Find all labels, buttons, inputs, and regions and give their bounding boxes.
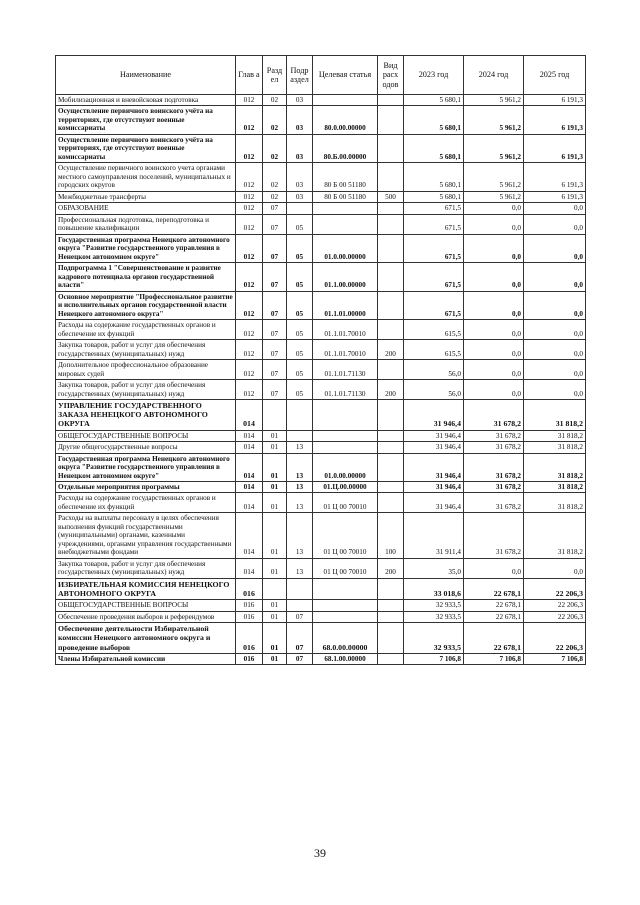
row-year-2025-cell: 0,0 [524, 291, 586, 319]
row-year-2023-cell: 671,5 [404, 203, 464, 214]
row-podrazdel-cell: 05 [287, 380, 313, 400]
row-year-2025-cell: 0,0 [524, 234, 586, 262]
row-target-article-cell [313, 611, 378, 622]
header-year-2025: 2025 год [524, 56, 586, 95]
row-name-cell: Дополнительное профессиональное образование мировых судей [56, 360, 236, 380]
row-expense-type-cell [378, 163, 404, 191]
row-target-article-cell: 01.1.01.00000 [313, 291, 378, 319]
header-name: Наименование [56, 56, 236, 95]
row-name-cell: ИЗБИРАТЕЛЬНАЯ КОМИССИЯ НЕНЕЦКОГО АВТОНОМНОГО ОКРУГА [56, 578, 236, 599]
row-name-cell: Расходы на содержание государственных органов и обеспечение их функций [56, 493, 236, 513]
row-glava-cell: 016 [236, 600, 263, 611]
row-glava-cell: 014 [236, 453, 263, 481]
row-name-cell: Государственная программа Ненецкого автономного округа "Развитие государственного управления в Ненецком автономном округе" [56, 234, 236, 262]
row-glava-cell: 016 [236, 578, 263, 599]
row-expense-type-cell: 100 [378, 513, 404, 558]
row-podrazdel-cell [287, 430, 313, 441]
row-podrazdel-cell: 03 [287, 191, 313, 202]
page-number: 39 [314, 846, 326, 860]
row-podrazdel-cell: 07 [287, 611, 313, 622]
row-year-2024-cell: 5 961,2 [464, 106, 524, 134]
row-year-2025-cell: 6 191,3 [524, 134, 586, 162]
row-name-cell: Обеспечение деятельности Избирательной комиссии Ненецкого автономного округа и проведение выборов [56, 623, 236, 654]
row-target-article-cell: 01 Ц 00 70010 [313, 558, 378, 578]
row-year-2023-cell: 31 946,4 [404, 482, 464, 493]
row-expense-type-cell [378, 214, 404, 234]
row-name-cell: Отдельные мероприятия программы [56, 482, 236, 493]
row-year-2024-cell: 5 961,2 [464, 95, 524, 106]
row-expense-type-cell: 200 [378, 340, 404, 360]
row-podrazdel-cell: 03 [287, 95, 313, 106]
row-year-2023-cell: 615,5 [404, 320, 464, 340]
row-target-article-cell: 68.1.00.00000 [313, 653, 378, 664]
row-target-article-cell: 80 Б 00 51180 [313, 191, 378, 202]
row-year-2024-cell: 0,0 [464, 263, 524, 291]
table-row [56, 340, 586, 360]
row-razdel-cell: 01 [263, 600, 287, 611]
header-target-article: Целевая статья [313, 56, 378, 95]
row-expense-type-cell: 200 [378, 558, 404, 578]
row-year-2025-cell: 0,0 [524, 380, 586, 400]
row-glava-cell: 014 [236, 482, 263, 493]
row-expense-type-cell: 500 [378, 191, 404, 202]
row-year-2025-cell: 0,0 [524, 203, 586, 214]
row-podrazdel-cell: 05 [287, 214, 313, 234]
row-expense-type-cell [378, 493, 404, 513]
row-razdel-cell: 07 [263, 380, 287, 400]
row-year-2024-cell: 0,0 [464, 214, 524, 234]
table-row [56, 442, 586, 453]
row-expense-type-cell [378, 578, 404, 599]
table-row [56, 611, 586, 622]
row-year-2023-cell: 31 946,4 [404, 493, 464, 513]
row-year-2024-cell: 31 678,2 [464, 453, 524, 481]
row-expense-type-cell [378, 134, 404, 162]
row-glava-cell: 012 [236, 163, 263, 191]
row-target-article-cell: 80.Б.00.00000 [313, 134, 378, 162]
row-podrazdel-cell: 07 [287, 653, 313, 664]
row-glava-cell: 016 [236, 623, 263, 654]
row-glava-cell: 012 [236, 95, 263, 106]
row-target-article-cell [313, 95, 378, 106]
row-expense-type-cell [378, 360, 404, 380]
budget-table [55, 55, 586, 665]
row-year-2023-cell: 33 018,6 [404, 578, 464, 599]
header-year-2023: 2023 год [404, 56, 464, 95]
row-podrazdel-cell: 05 [287, 320, 313, 340]
row-year-2023-cell: 32 933,5 [404, 611, 464, 622]
row-year-2024-cell: 7 106,8 [464, 653, 524, 664]
table-body [56, 95, 586, 665]
row-target-article-cell: 01.0.00.00000 [313, 453, 378, 481]
row-name-cell: Межбюджетные трансферты [56, 191, 236, 202]
row-year-2023-cell: 31 946,4 [404, 453, 464, 481]
table-row [56, 578, 586, 599]
row-year-2024-cell: 0,0 [464, 234, 524, 262]
row-razdel-cell: 01 [263, 482, 287, 493]
row-name-cell: Члены Избирательной комиссии [56, 653, 236, 664]
row-year-2023-cell: 5 680,1 [404, 163, 464, 191]
row-podrazdel-cell: 05 [287, 263, 313, 291]
header-glava: Глав а [236, 56, 263, 95]
row-podrazdel-cell: 13 [287, 482, 313, 493]
row-glava-cell: 012 [236, 360, 263, 380]
row-podrazdel-cell: 03 [287, 163, 313, 191]
row-year-2023-cell: 5 680,1 [404, 191, 464, 202]
row-razdel-cell [263, 578, 287, 599]
table-row [56, 482, 586, 493]
row-name-cell: Государственная программа Ненецкого автономного округа "Развитие государственного управления в Ненецком автономном округе" [56, 453, 236, 481]
row-target-article-cell: 01.1.01.71130 [313, 360, 378, 380]
row-name-cell: Закупка товаров, работ и услуг для обеспечения государственных (муниципальных) нужд [56, 380, 236, 400]
header-expense-type: Вид расх одов [378, 56, 404, 95]
row-podrazdel-cell: 03 [287, 134, 313, 162]
row-razdel-cell: 01 [263, 653, 287, 664]
row-year-2023-cell: 671,5 [404, 234, 464, 262]
row-razdel-cell: 01 [263, 513, 287, 558]
row-razdel-cell: 02 [263, 134, 287, 162]
row-expense-type-cell [378, 453, 404, 481]
row-year-2025-cell: 0,0 [524, 360, 586, 380]
row-expense-type-cell [378, 320, 404, 340]
row-year-2024-cell: 5 961,2 [464, 134, 524, 162]
row-name-cell: Осуществление первичного воинского учета органами местного самоуправления поселений, муниципальных и городских округов [56, 163, 236, 191]
row-year-2023-cell: 32 933,5 [404, 623, 464, 654]
row-razdel-cell: 01 [263, 493, 287, 513]
row-name-cell: Другие общегосударственные вопросы [56, 442, 236, 453]
row-year-2024-cell: 0,0 [464, 380, 524, 400]
row-glava-cell: 012 [236, 291, 263, 319]
row-podrazdel-cell: 13 [287, 513, 313, 558]
row-glava-cell: 012 [236, 340, 263, 360]
row-name-cell: Подпрограмма 1 "Совершенствование и развитие кадрового потенциала органов государственной власти" [56, 263, 236, 291]
table-row [56, 203, 586, 214]
row-glava-cell: 016 [236, 653, 263, 664]
table-row [56, 493, 586, 513]
row-year-2024-cell: 22 678,1 [464, 611, 524, 622]
row-razdel-cell: 02 [263, 191, 287, 202]
row-year-2025-cell: 0,0 [524, 263, 586, 291]
row-name-cell: Осуществление первичного воинского учёта на территориях, где отсутствуют военные комиссариаты [56, 134, 236, 162]
row-year-2025-cell: 6 191,3 [524, 191, 586, 202]
table-row [56, 380, 586, 400]
row-glava-cell: 012 [236, 191, 263, 202]
row-year-2023-cell: 31 946,4 [404, 400, 464, 431]
row-year-2025-cell: 7 106,8 [524, 653, 586, 664]
row-name-cell: УПРАВЛЕНИЕ ГОСУДАРСТВЕННОГО ЗАКАЗА НЕНЕЦКОГО АВТОНОМНОГО ОКРУГА [56, 400, 236, 431]
table-row [56, 320, 586, 340]
row-year-2024-cell: 0,0 [464, 340, 524, 360]
row-year-2024-cell: 0,0 [464, 291, 524, 319]
row-name-cell: Расходы на содержание государственных органов и обеспечение их функций [56, 320, 236, 340]
row-year-2024-cell: 5 961,2 [464, 163, 524, 191]
row-expense-type-cell [378, 482, 404, 493]
row-year-2023-cell: 56,0 [404, 380, 464, 400]
table-row [56, 95, 586, 106]
row-expense-type-cell [378, 611, 404, 622]
row-glava-cell: 014 [236, 513, 263, 558]
table-row [56, 191, 586, 202]
row-razdel-cell: 02 [263, 95, 287, 106]
row-target-article-cell: 01.0.00.00000 [313, 234, 378, 262]
row-year-2025-cell: 0,0 [524, 320, 586, 340]
row-year-2024-cell: 22 678,1 [464, 600, 524, 611]
row-expense-type-cell [378, 95, 404, 106]
table-row [56, 513, 586, 558]
row-razdel-cell: 01 [263, 623, 287, 654]
row-year-2023-cell: 31 911,4 [404, 513, 464, 558]
row-podrazdel-cell: 07 [287, 623, 313, 654]
row-year-2024-cell: 31 678,2 [464, 513, 524, 558]
row-expense-type-cell [378, 442, 404, 453]
row-glava-cell: 012 [236, 134, 263, 162]
row-glava-cell: 012 [236, 380, 263, 400]
row-podrazdel-cell [287, 600, 313, 611]
row-razdel-cell: 07 [263, 203, 287, 214]
row-year-2025-cell: 31 818,2 [524, 453, 586, 481]
row-glava-cell: 012 [236, 214, 263, 234]
row-podrazdel-cell: 05 [287, 340, 313, 360]
row-year-2025-cell: 31 818,2 [524, 513, 586, 558]
row-expense-type-cell [378, 203, 404, 214]
row-podrazdel-cell: 03 [287, 106, 313, 134]
row-year-2025-cell: 6 191,3 [524, 106, 586, 134]
row-razdel-cell: 01 [263, 611, 287, 622]
row-glava-cell: 014 [236, 442, 263, 453]
row-target-article-cell [313, 214, 378, 234]
row-target-article-cell: 01.1.01.70010 [313, 340, 378, 360]
row-podrazdel-cell [287, 400, 313, 431]
row-podrazdel-cell: 13 [287, 558, 313, 578]
row-razdel-cell: 07 [263, 263, 287, 291]
row-razdel-cell: 02 [263, 163, 287, 191]
header-year-2024: 2024 год [464, 56, 524, 95]
row-podrazdel-cell [287, 203, 313, 214]
table-row [56, 163, 586, 191]
row-year-2024-cell: 0,0 [464, 203, 524, 214]
row-expense-type-cell: 200 [378, 380, 404, 400]
row-year-2023-cell: 7 106,8 [404, 653, 464, 664]
table-row [56, 263, 586, 291]
row-razdel-cell [263, 400, 287, 431]
row-podrazdel-cell [287, 578, 313, 599]
row-target-article-cell: 01.1.01.71130 [313, 380, 378, 400]
row-target-article-cell [313, 400, 378, 431]
row-name-cell: ОБЩЕГОСУДАРСТВЕННЫЕ ВОПРОСЫ [56, 600, 236, 611]
row-year-2025-cell: 0,0 [524, 214, 586, 234]
row-target-article-cell: 01.Ц.00.00000 [313, 482, 378, 493]
table-row [56, 106, 586, 134]
row-year-2025-cell: 31 818,2 [524, 400, 586, 431]
row-target-article-cell: 01.1.00.00000 [313, 263, 378, 291]
row-year-2025-cell: 0,0 [524, 340, 586, 360]
budget-table-sheet [55, 55, 585, 665]
row-expense-type-cell [378, 291, 404, 319]
row-year-2025-cell: 22 206,3 [524, 611, 586, 622]
row-target-article-cell: 01 Ц 00 70010 [313, 513, 378, 558]
table-header-row [56, 56, 586, 95]
row-year-2024-cell: 0,0 [464, 558, 524, 578]
row-year-2025-cell: 6 191,3 [524, 95, 586, 106]
row-year-2024-cell: 22 678,1 [464, 623, 524, 654]
row-year-2025-cell: 31 818,2 [524, 493, 586, 513]
row-target-article-cell: 80 Б 00 51180 [313, 163, 378, 191]
row-year-2024-cell: 31 678,2 [464, 442, 524, 453]
row-name-cell: Расходы на выплаты персоналу в целях обеспечения выполнения функций государственными (муниципальными) органами, казенными учреждениями, органами управления государственными внебюджетными фондами [56, 513, 236, 558]
row-name-cell: Основное мероприятие "Профессиональное развитие и исполнительных органов государственной власти Ненецкого автономного округа" [56, 291, 236, 319]
row-target-article-cell [313, 600, 378, 611]
row-target-article-cell: 01 Ц 00 70010 [313, 493, 378, 513]
row-name-cell: Осуществление первичного воинского учёта на территориях, где отсутствуют военные комиссариаты [56, 106, 236, 134]
row-podrazdel-cell: 13 [287, 453, 313, 481]
row-razdel-cell: 07 [263, 360, 287, 380]
table-row [56, 360, 586, 380]
row-expense-type-cell [378, 234, 404, 262]
row-name-cell: ОБРАЗОВАНИЕ [56, 203, 236, 214]
row-glava-cell: 014 [236, 493, 263, 513]
row-year-2025-cell: 22 206,3 [524, 623, 586, 654]
row-glava-cell: 012 [236, 106, 263, 134]
row-year-2023-cell: 31 946,4 [404, 430, 464, 441]
row-target-article-cell [313, 578, 378, 599]
row-year-2023-cell: 31 946,4 [404, 442, 464, 453]
table-row [56, 234, 586, 262]
row-expense-type-cell [378, 623, 404, 654]
row-razdel-cell: 01 [263, 442, 287, 453]
row-expense-type-cell [378, 400, 404, 431]
row-year-2024-cell: 0,0 [464, 360, 524, 380]
row-year-2024-cell: 31 678,2 [464, 400, 524, 431]
row-razdel-cell: 01 [263, 453, 287, 481]
row-target-article-cell [313, 442, 378, 453]
row-razdel-cell: 07 [263, 320, 287, 340]
row-razdel-cell: 07 [263, 291, 287, 319]
row-expense-type-cell [378, 653, 404, 664]
row-year-2024-cell: 31 678,2 [464, 482, 524, 493]
row-podrazdel-cell: 13 [287, 442, 313, 453]
table-row [56, 600, 586, 611]
table-row [56, 653, 586, 664]
row-year-2024-cell: 0,0 [464, 320, 524, 340]
row-year-2025-cell: 31 818,2 [524, 442, 586, 453]
row-expense-type-cell [378, 600, 404, 611]
row-year-2025-cell: 31 818,2 [524, 482, 586, 493]
row-name-cell: Закупка товаров, работ и услуг для обеспечения государственных (муниципальных) нужд [56, 340, 236, 360]
row-glava-cell: 012 [236, 263, 263, 291]
header-podrazdel: Подр аздел [287, 56, 313, 95]
row-year-2024-cell: 5 961,2 [464, 191, 524, 202]
row-glava-cell: 016 [236, 611, 263, 622]
table-row [56, 453, 586, 481]
table-row [56, 291, 586, 319]
row-expense-type-cell [378, 106, 404, 134]
header-razdel: Разд ел [263, 56, 287, 95]
row-podrazdel-cell: 05 [287, 291, 313, 319]
table-row [56, 400, 586, 431]
row-year-2024-cell: 22 678,1 [464, 578, 524, 599]
row-podrazdel-cell: 13 [287, 493, 313, 513]
row-razdel-cell: 02 [263, 106, 287, 134]
row-name-cell: Закупка товаров, работ и услуг для обеспечения государственных (муниципальных) нужд [56, 558, 236, 578]
row-year-2023-cell: 5 680,1 [404, 106, 464, 134]
row-razdel-cell: 01 [263, 558, 287, 578]
row-year-2024-cell: 31 678,2 [464, 493, 524, 513]
table-row [56, 214, 586, 234]
row-year-2023-cell: 5 680,1 [404, 134, 464, 162]
table-row [56, 623, 586, 654]
row-podrazdel-cell: 05 [287, 360, 313, 380]
row-year-2023-cell: 671,5 [404, 263, 464, 291]
row-name-cell: Обеспечение проведения выборов и референдумов [56, 611, 236, 622]
row-glava-cell: 014 [236, 430, 263, 441]
row-target-article-cell [313, 430, 378, 441]
row-glava-cell: 014 [236, 400, 263, 431]
row-year-2023-cell: 615,5 [404, 340, 464, 360]
row-target-article-cell [313, 203, 378, 214]
row-target-article-cell: 80.0.00.00000 [313, 106, 378, 134]
row-year-2023-cell: 671,5 [404, 214, 464, 234]
row-glava-cell: 012 [236, 234, 263, 262]
table-row [56, 430, 586, 441]
row-glava-cell: 012 [236, 203, 263, 214]
row-target-article-cell: 01.1.01.70010 [313, 320, 378, 340]
row-razdel-cell: 07 [263, 234, 287, 262]
row-razdel-cell: 01 [263, 430, 287, 441]
row-year-2025-cell: 31 818,2 [524, 430, 586, 441]
row-year-2025-cell: 22 206,3 [524, 600, 586, 611]
row-razdel-cell: 07 [263, 340, 287, 360]
row-expense-type-cell [378, 263, 404, 291]
row-name-cell: ОБЩЕГОСУДАРСТВЕННЫЕ ВОПРОСЫ [56, 430, 236, 441]
row-glava-cell: 012 [236, 320, 263, 340]
row-year-2025-cell: 0,0 [524, 558, 586, 578]
table-row [56, 134, 586, 162]
row-podrazdel-cell: 05 [287, 234, 313, 262]
row-target-article-cell: 68.0.00.00000 [313, 623, 378, 654]
row-year-2023-cell: 35,0 [404, 558, 464, 578]
row-name-cell: Профессиональная подготовка, переподготовка и повышение квалификации [56, 214, 236, 234]
row-razdel-cell: 07 [263, 214, 287, 234]
row-year-2023-cell: 56,0 [404, 360, 464, 380]
row-expense-type-cell [378, 430, 404, 441]
table-row [56, 558, 586, 578]
row-year-2025-cell: 22 206,3 [524, 578, 586, 599]
row-year-2023-cell: 32 933,5 [404, 600, 464, 611]
row-year-2023-cell: 671,5 [404, 291, 464, 319]
row-year-2024-cell: 31 678,2 [464, 430, 524, 441]
row-glava-cell: 014 [236, 558, 263, 578]
row-name-cell: Мобилизационная и вневойсковая подготовка [56, 95, 236, 106]
row-year-2025-cell: 6 191,3 [524, 163, 586, 191]
row-year-2023-cell: 5 680,1 [404, 95, 464, 106]
